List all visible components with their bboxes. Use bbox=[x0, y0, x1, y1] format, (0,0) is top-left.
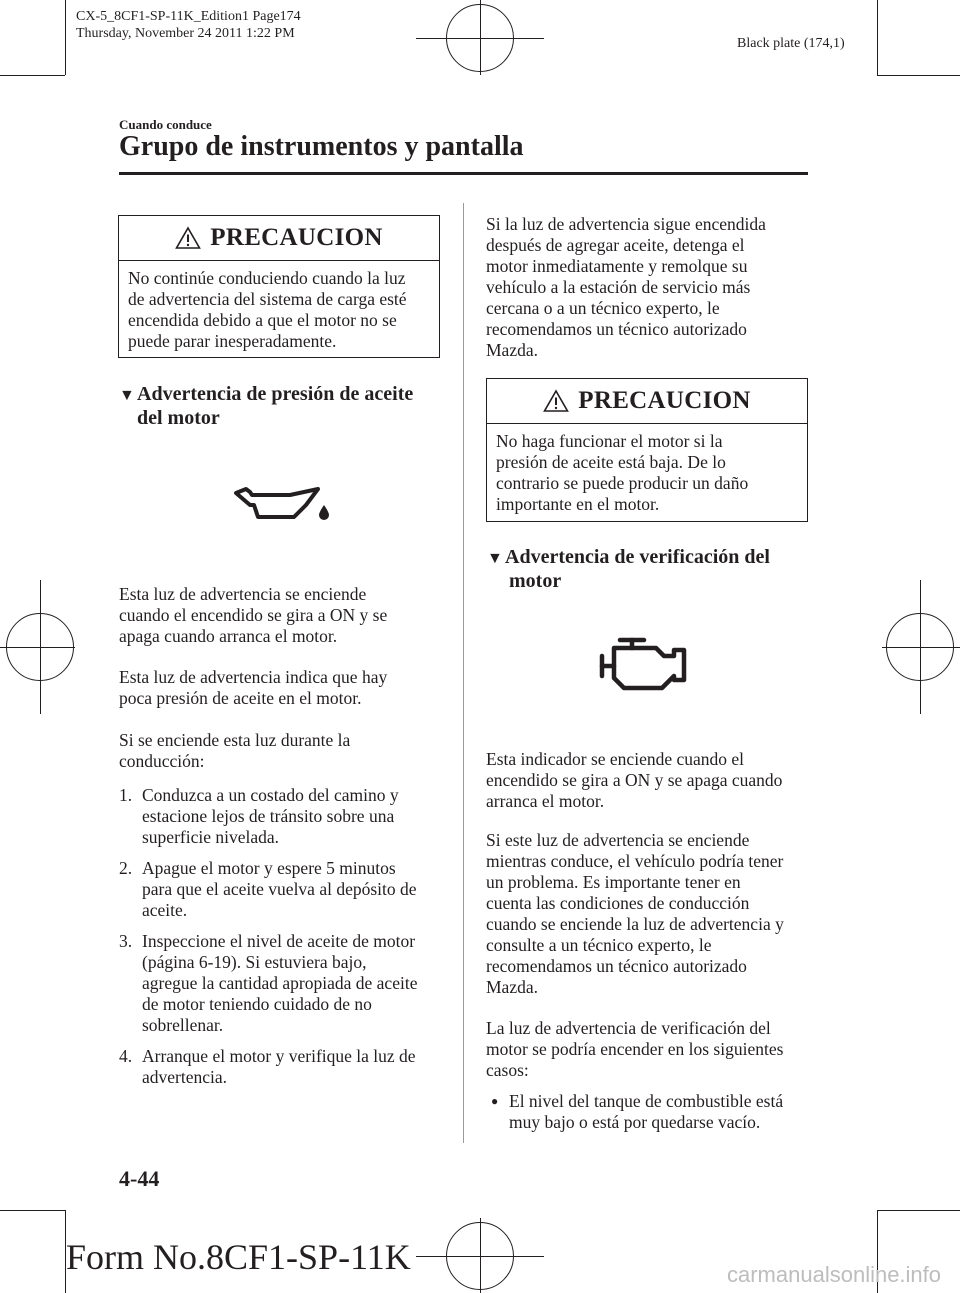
text-line: Mazda. bbox=[486, 977, 538, 997]
form-number: Form No.8CF1-SP-11K bbox=[66, 1237, 411, 1277]
plate-label: Black plate (174,1) bbox=[737, 36, 845, 51]
text-line: recomendamos un técnico autorizado bbox=[486, 319, 747, 339]
column-divider bbox=[463, 203, 464, 1143]
caution-line: No continúe conduciendo cuando la luz bbox=[128, 268, 406, 288]
step-number: 1. bbox=[119, 785, 133, 805]
crop-mark bbox=[877, 75, 960, 76]
caution-header bbox=[487, 379, 807, 424]
text-line: motor se podría encender en los siguientes bbox=[486, 1039, 784, 1059]
crop-mark bbox=[0, 75, 65, 76]
step-line: Inspeccione el nivel de aceite de motor bbox=[142, 931, 416, 951]
engine-para-2 bbox=[486, 830, 811, 998]
step-line: superficie nivelada. bbox=[142, 827, 280, 847]
watermark: carmanualsonline.info bbox=[727, 1262, 942, 1287]
text-line: cuando se enciende la luz de advertencia y bbox=[486, 914, 784, 934]
step-line: para que el aceite vuelva al depósito de bbox=[142, 879, 417, 899]
text-line: un problema. Es importante tener en bbox=[486, 872, 741, 892]
step-line: advertencia. bbox=[142, 1067, 228, 1087]
text-line: mientras conduce, el vehículo podría tener bbox=[486, 851, 784, 871]
text-line: apaga cuando arranca el motor. bbox=[119, 626, 338, 646]
step-line: aceite. bbox=[142, 900, 188, 920]
text-line: cuando el encendido se gira a ON y se bbox=[119, 605, 388, 625]
title-rule bbox=[119, 172, 808, 175]
warning-triangle-icon bbox=[543, 389, 569, 413]
section-label: Cuando conduce bbox=[119, 117, 212, 132]
bullet-line: El nivel del tanque de combustible está bbox=[509, 1091, 784, 1111]
text-line: encendido se gira a ON y se apaga cuando bbox=[486, 770, 783, 790]
heading-marker: ▼ bbox=[487, 550, 503, 567]
step-line: (página 6-19). Si estuviera bajo, bbox=[142, 952, 367, 972]
step-line: sobrellenar. bbox=[142, 1015, 224, 1035]
step-4 bbox=[119, 1046, 449, 1088]
step-3 bbox=[119, 931, 449, 1036]
step-line: Apague el motor y espere 5 minutos bbox=[142, 858, 396, 878]
caution-box bbox=[118, 215, 440, 358]
caution-line: No haga funcionar el motor si la bbox=[496, 431, 723, 451]
text-line: La luz de advertencia de verificación del bbox=[486, 1018, 771, 1038]
engine-para-3 bbox=[486, 1018, 811, 1081]
heading-line: del motor bbox=[137, 407, 220, 429]
heading-line: motor bbox=[509, 570, 562, 592]
text-line: vehículo a la estación de servicio más bbox=[486, 277, 751, 297]
text-line: Si se enciende esta luz durante la bbox=[119, 730, 351, 750]
text-line: consulte a un técnico experto, le bbox=[486, 935, 712, 955]
text-line: recomendamos un técnico autorizado bbox=[486, 956, 747, 976]
step-line: agregue la cantidad apropiada de aceite bbox=[142, 973, 418, 993]
continued-para bbox=[486, 214, 811, 361]
crop-mark bbox=[65, 0, 66, 75]
engine-para-1 bbox=[486, 749, 811, 812]
crop-mark bbox=[877, 0, 878, 75]
step-1 bbox=[119, 785, 449, 848]
text-line: Si la luz de advertencia sigue encendida bbox=[486, 214, 766, 234]
text-line: Esta luz de advertencia se enciende bbox=[119, 584, 367, 604]
caution-line: contrario se puede producir un daño bbox=[496, 473, 749, 493]
text-line: Mazda. bbox=[486, 340, 538, 360]
crop-mark bbox=[0, 1210, 65, 1211]
heading-line: Advertencia de presión de aceite bbox=[137, 383, 414, 405]
text-line: arranca el motor. bbox=[486, 791, 605, 811]
text-line: casos: bbox=[486, 1060, 529, 1080]
oil-para-2 bbox=[119, 667, 449, 709]
text-line: conducción: bbox=[119, 751, 205, 771]
text-line: Esta indicador se enciende cuando el bbox=[486, 749, 745, 769]
oil-can-icon bbox=[232, 483, 332, 523]
text-line: motor inmediatamente y remolque su bbox=[486, 256, 748, 276]
caution-title: PRECAUCION bbox=[210, 224, 383, 251]
file-info-line2: Thursday, November 24 2011 1:22 PM bbox=[76, 26, 295, 41]
file-info-line1: CX-5_8CF1-SP-11K_Edition1 Page174 bbox=[76, 9, 301, 24]
oil-para-1 bbox=[119, 584, 449, 647]
step-number: 3. bbox=[119, 931, 133, 951]
step-line: Arranque el motor y verifique la luz de bbox=[142, 1046, 416, 1066]
bullet-line: muy bajo o está por quedarse vacío. bbox=[509, 1112, 761, 1132]
step-line: de motor teniendo cuidado de no bbox=[142, 994, 372, 1014]
text-line: Esta luz de advertencia indica que hay bbox=[119, 667, 388, 687]
step-line: estacione lejos de tránsito sobre una bbox=[142, 806, 395, 826]
caution-box bbox=[486, 378, 808, 522]
page-title: Grupo de instrumentos y pantalla bbox=[119, 131, 524, 162]
caution-line: presión de aceite está baja. De lo bbox=[496, 452, 726, 472]
caution-line: encendida debido a que el motor no se bbox=[128, 310, 397, 330]
heading-marker: ▼ bbox=[119, 387, 135, 404]
step-line: Conduzca a un costado del camino y bbox=[142, 785, 399, 805]
text-line: cercana o a un técnico experto, le bbox=[486, 298, 720, 318]
warning-triangle-icon bbox=[175, 226, 201, 250]
caution-title: PRECAUCION bbox=[578, 387, 751, 414]
file-info bbox=[76, 8, 301, 42]
bullet-item bbox=[486, 1091, 811, 1133]
oil-para-3 bbox=[119, 730, 449, 772]
caution-line: de advertencia del sistema de carga esté bbox=[128, 289, 407, 309]
caution-header bbox=[119, 216, 439, 261]
text-line: cuenta las condiciones de conducción bbox=[486, 893, 750, 913]
text-line: Si este luz de advertencia se enciende bbox=[486, 830, 750, 850]
step-number: 2. bbox=[119, 858, 133, 878]
engine-check-heading bbox=[487, 546, 770, 592]
text-line: poca presión de aceite en el motor. bbox=[119, 688, 362, 708]
caution-text bbox=[119, 261, 439, 352]
caution-text bbox=[487, 424, 807, 515]
heading-line: Advertencia de verificación del bbox=[505, 546, 770, 568]
engine-check-icon bbox=[598, 636, 692, 694]
crop-mark bbox=[877, 1210, 960, 1211]
caution-line: puede parar inesperadamente. bbox=[128, 331, 337, 351]
oil-pressure-heading bbox=[119, 383, 413, 429]
bullet-icon: ● bbox=[491, 1094, 499, 1108]
step-number: 4. bbox=[119, 1046, 133, 1066]
page-number: 4-44 bbox=[119, 1166, 160, 1191]
caution-line: importante en el motor. bbox=[496, 494, 660, 514]
text-line: después de agregar aceite, detenga el bbox=[486, 235, 745, 255]
step-2 bbox=[119, 858, 449, 921]
